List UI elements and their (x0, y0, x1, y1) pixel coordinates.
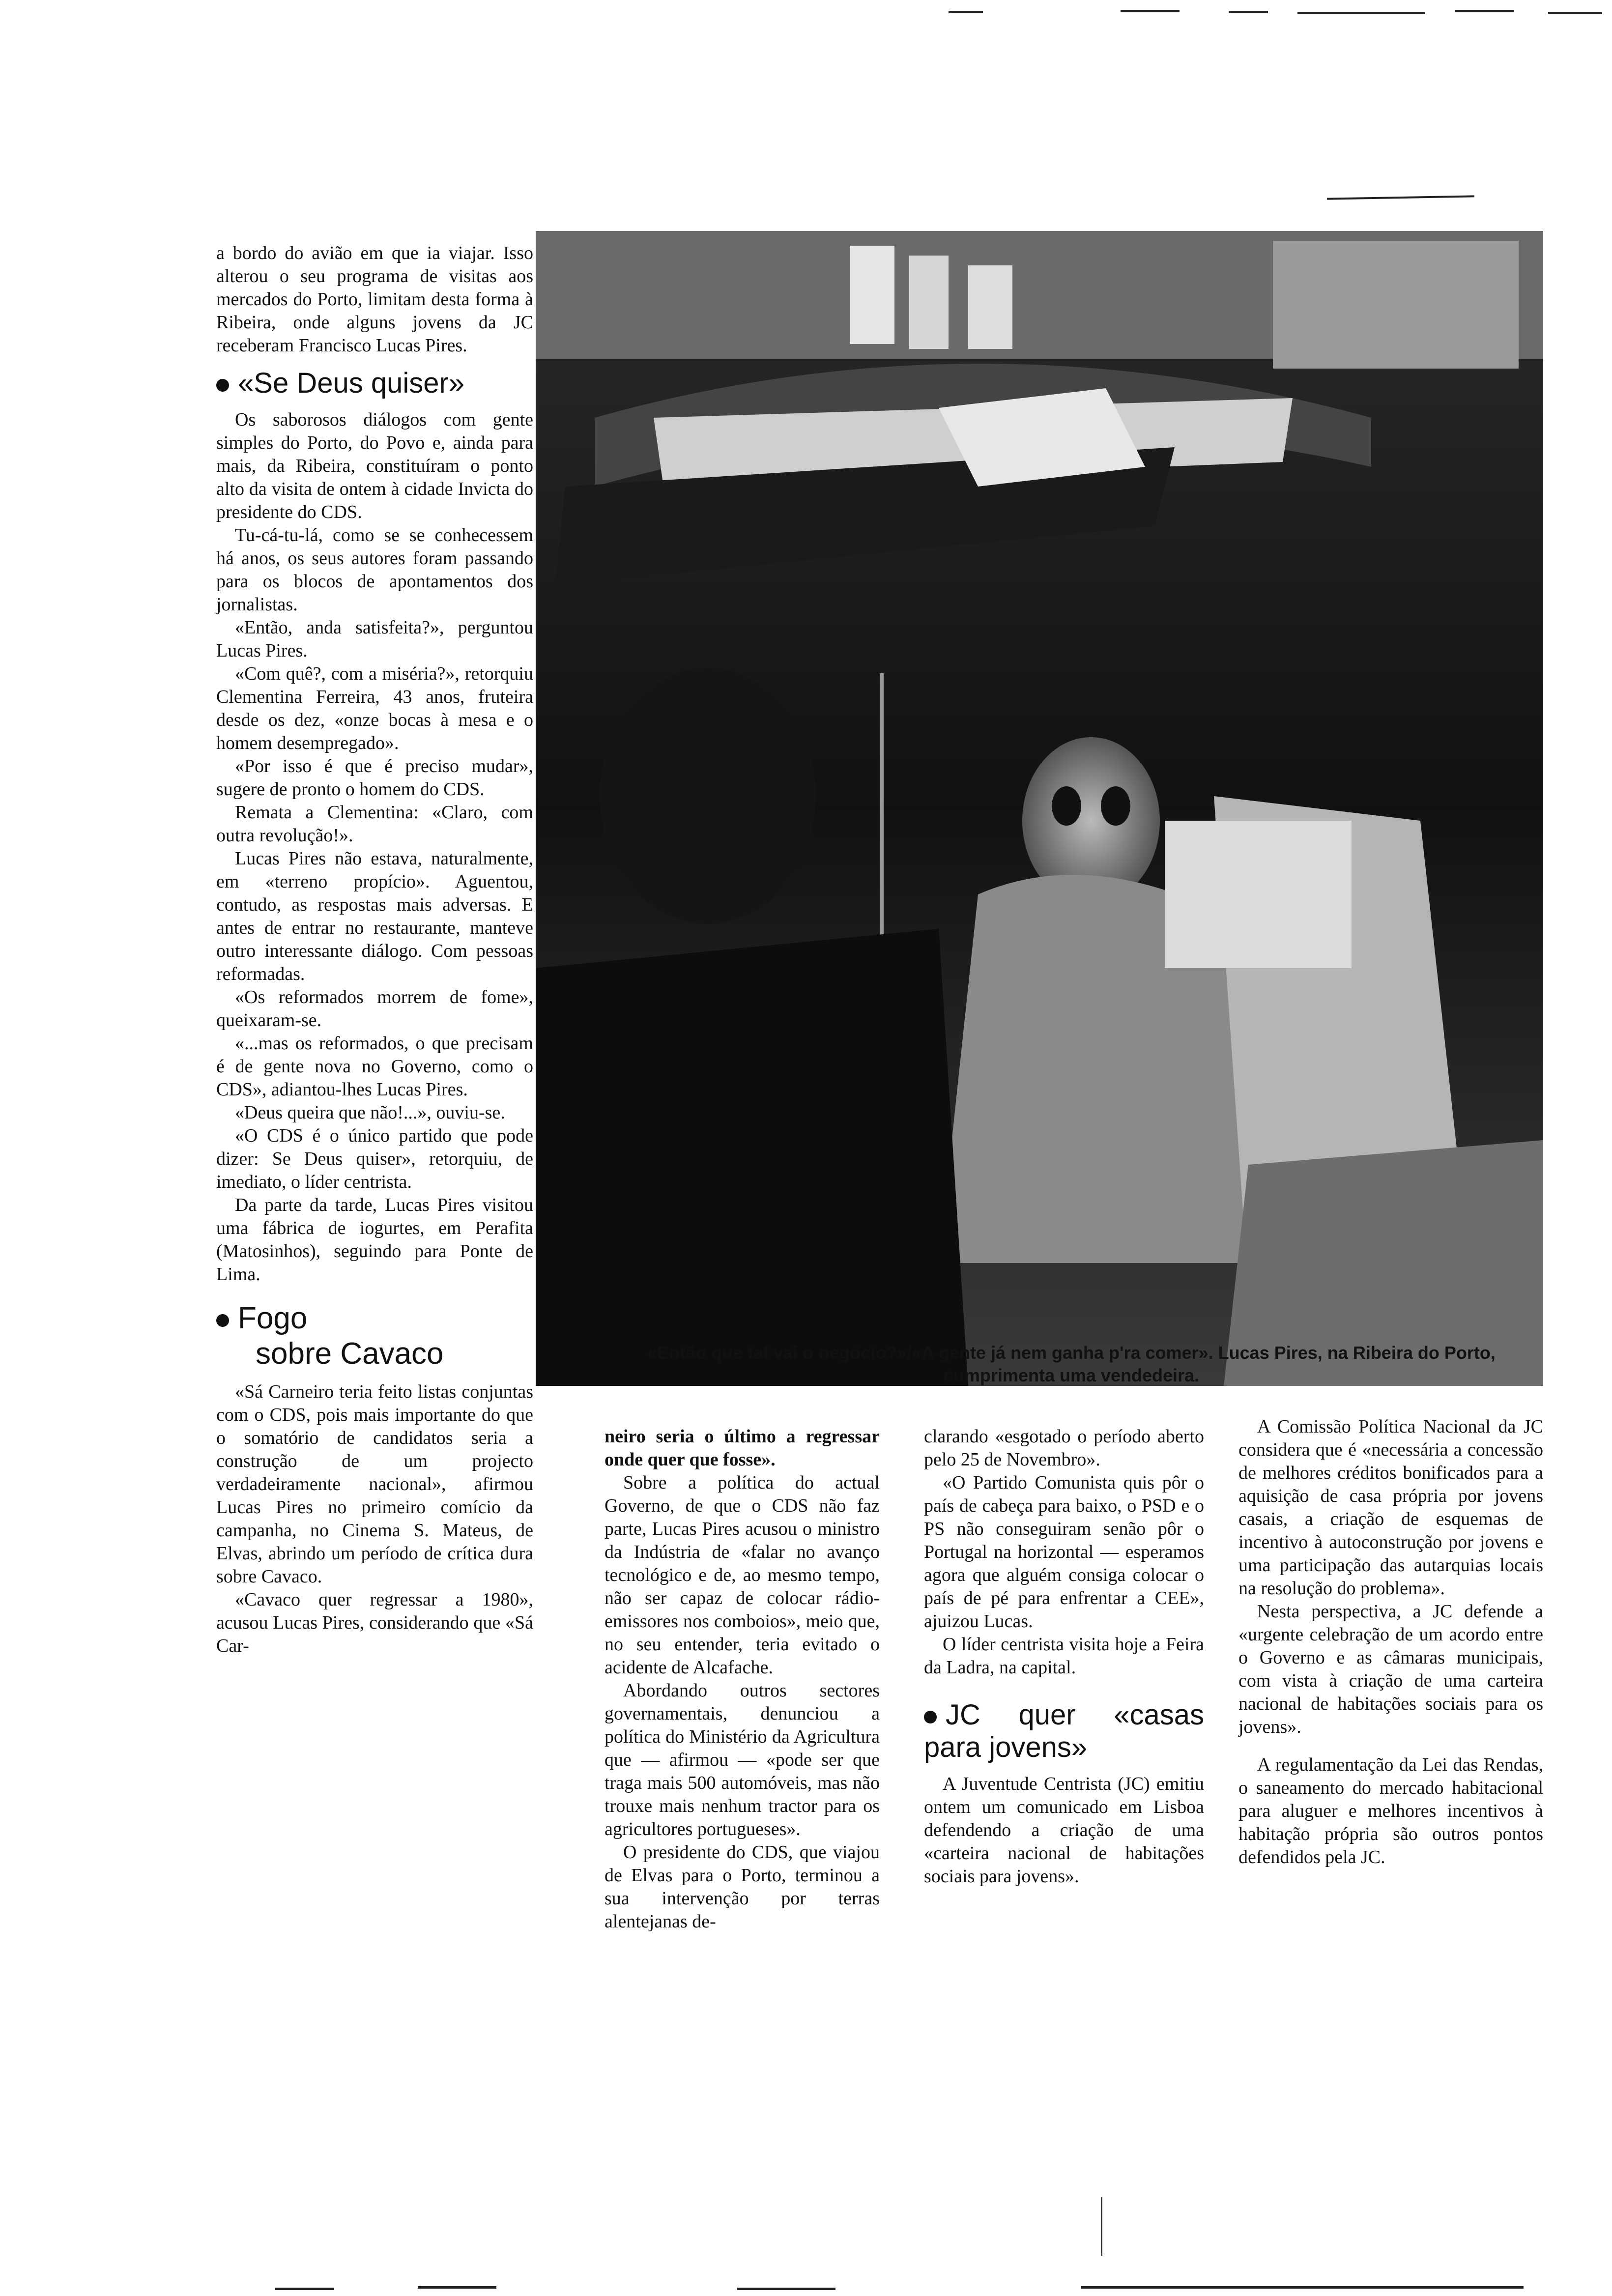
paragraph: clarando «esgotado o período aberto pelo 25 de Novembro». (924, 1426, 1204, 1470)
paragraph: Da parte da tarde, Lucas Pires visitou uma fábrica de iogurtes, em Perafita (Matosinhos), seguindo para Ponte de Lima. (216, 1195, 533, 1285)
paragraph: Nesta perspectiva, a JC defende a «urgente celebração de um acordo entre o Governo e as câmaras municipais, com vista à criação de uma carteira nacional de habitações sociais para os jovens». (1238, 1601, 1543, 1737)
paragraph: Abordando outros sectores governamentais, denunciou a política do Ministério da Agricultura que — afirmou — «pode ser que traga mais 500 automóveis, mas não trouxe mais nenhum tractor para os agricultores portugueses». (604, 1680, 880, 1839)
paragraph: «Por isso é que é preciso mudar», sugere de pronto o homem do CDS. (216, 756, 533, 800)
paragraph: Tu-cá-tu-lá, como se se conhecessem há anos, os seus autores foram passando para os blocos de apontamentos dos jornalistas. (216, 525, 533, 615)
paragraph: Sobre a política do actual Governo, de que o CDS não faz parte, Lucas Pires acusou o ministro da Indústria de «falar no avanço tecnológico e de, ao mesmo tempo, não ser capaz de colocar rádio-emissores nos comboios», meio que, no seu entender, teria evitado o acidente de Alcafache. (604, 1472, 880, 1678)
paragraph: «Então, anda satisfeita?», perguntou Lucas Pires. (216, 617, 533, 661)
paragraph: «Sá Carneiro teria feito listas conjuntas com o CDS, pois mais importante do que o somatório de candidatos seria a construção de um projecto verdadeiramente nacional», afirmou Lucas Pires no primeiro comício da campanha, no Cinema S. Mateus, de Elvas, abrindo um período de crítica dura sobre Cavaco. (216, 1381, 533, 1587)
paragraph: «O CDS é o único partido que pode dizer: Se Deus quiser», retorquiu, de imediato, o líder centrista. (216, 1125, 533, 1192)
bullet-icon (216, 379, 229, 392)
paragraph: «O Partido Comunista quis pôr o país de cabeça para baixo, o PSD e o PS não conseguiram senão pôr o Portugal na horizontal — esperamos agora que alguém consiga colocar o país de pé para enfrentar a CEE», ajuizou Lucas. (924, 1472, 1204, 1632)
paragraph: A regulamentação da Lei das Rendas, o saneamento do mercado habitacional para aluguer e melhores incentivos à habitação própria são outros pontos defendidos pela JC. (1238, 1754, 1543, 1867)
paragraph: Remata a Clementina: «Claro, com outra revolução!». (216, 802, 533, 846)
news-photo (536, 231, 1543, 1386)
heading-line-1: Fogo (238, 1301, 308, 1335)
paragraph: «Os reformados morrem de fome», queixaram-se. (216, 987, 533, 1031)
section-heading-jc-quer-casas (924, 1699, 1204, 1764)
bullet-icon (216, 1314, 229, 1327)
paragraph: «Com quê?, com a miséria?», retorquiu Clementina Ferreira, 43 anos, fruteira desde os dez, «onze bocas à mesa e o homem desempregado». (216, 663, 533, 753)
col1-intro: a bordo do avião em que ia viajar. Isso alterou o seu programa de visitas aos mercados do Porto, limitam desta forma à Ribeira, onde alguns jovens da JC receberam Francisco Lucas Pires. (216, 243, 533, 356)
paragraph: Lucas Pires não estava, naturalmente, em «terreno propício». Aguentou, contudo, as respostas mais adversas. E antes de entrar no restaurante, manteve outro interessante diálogo. Com pessoas reformadas. (216, 848, 533, 984)
heading-text: «Se Deus quiser» (238, 367, 465, 399)
paragraph: «Deus queira que não!...», ouviu-se. (235, 1102, 505, 1123)
paragraph: «Cavaco quer regressar a 1980», acusou Lucas Pires, considerando que «Sá Car- (216, 1589, 533, 1656)
paragraph: Os saborosos diálogos com gente simples do Porto, do Povo e, ainda para mais, da Ribeira, constituíram o ponto alto da visita de ontem à cidade Invicta do presidente do CDS. (216, 409, 533, 522)
paragraph: A Comissão Política Nacional da JC considera que é «necessária a concessão de melhores créditos bonificados para a aquisição de casa própria por jovens casais, a criação de esquemas de incentivo à autoconstrução por jovens e uma participação das autarquias locais na resolução do problema». (1238, 1416, 1543, 1599)
column-2 (604, 1425, 880, 1933)
paragraph: «...mas os reformados, o que precisam é de gente nova no Governo, como o CDS», adiantou-lhes Lucas Pires. (216, 1033, 533, 1100)
heading-text: JC quer «casas para jovens» (924, 1699, 1204, 1763)
paragraph: O líder centrista visita hoje a Feira da Ladra, na capital. (924, 1634, 1204, 1678)
column-3 (924, 1425, 1204, 1888)
column-1 (216, 242, 533, 1658)
heading-line-2: sobre Cavaco (256, 1337, 444, 1371)
paragraph: A Juventude Centrista (JC) emitiu ontem um comunicado em Lisboa defendendo a criação de uma «carteira nacional de habitações sociais para jovens». (924, 1774, 1204, 1887)
photo-caption: «Então que tal vai o negócio?»/«A gente já nem ganha p'ra comer». Lucas Pires, na Ribeira do Porto, cumprimenta uma vendedeira. (647, 1343, 1496, 1385)
section-heading-se-deus-quiser (216, 367, 533, 400)
photo-image (536, 231, 1543, 1386)
paragraph: O presidente do CDS, que viajou de Elvas para o Porto, terminou a sua intervenção por terras alentejanas de- (604, 1842, 880, 1932)
bullet-icon (924, 1711, 937, 1723)
section-heading-fogo-sobre-cavaco (216, 1301, 533, 1372)
paragraph: neiro seria o último a regressar onde quer que fosse». (604, 1426, 880, 1470)
column-4 (1238, 1415, 1543, 1869)
